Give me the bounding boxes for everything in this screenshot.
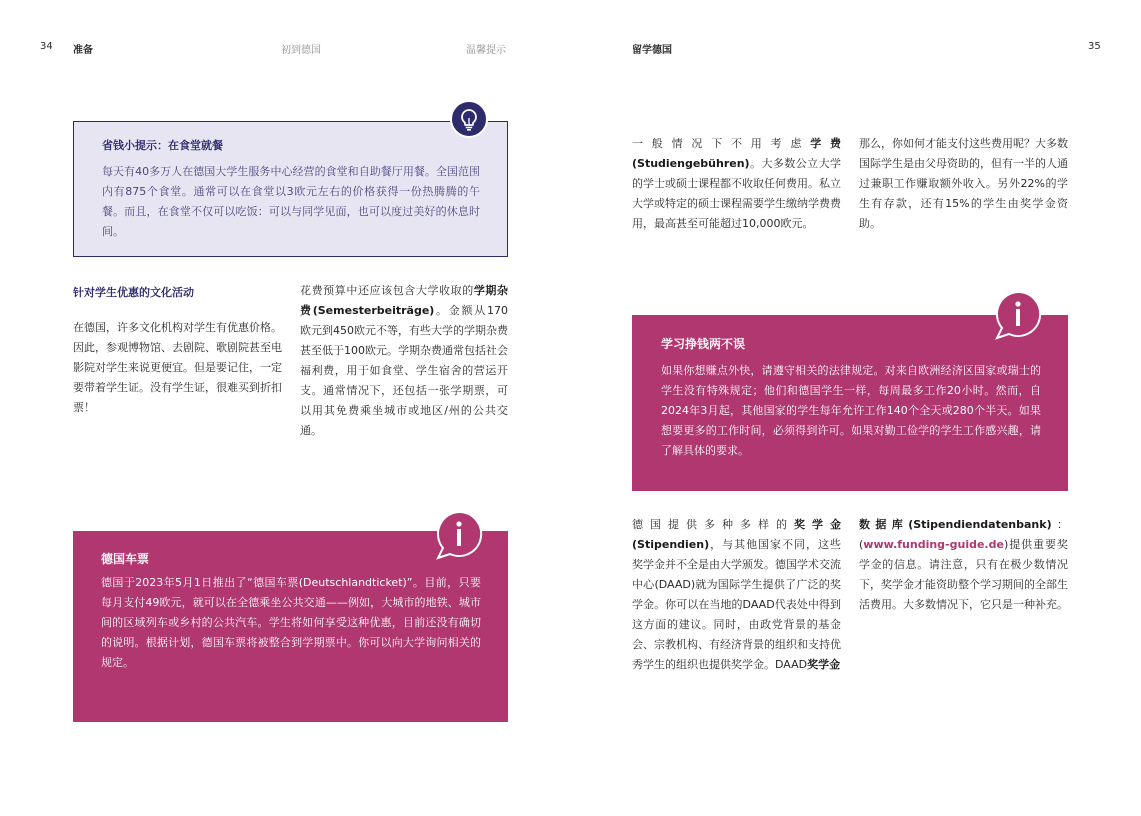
germany-ticket-title: 德国车票	[101, 552, 150, 566]
database-term: 数据库(Stipendiendatenbank)	[859, 518, 1052, 531]
work-study-body: 如果你想赚点外快，请遵守相关的法律规定。对来自欧洲经济区国家或瑞士的学生没有特殊规定；他们和德国学生一样，每周最多工作20小时。然而，自2024年3月起，其他国家的学生每年允许工作140个全天或280个半天。如果想要更多的工作时间，必须得到许可。如果对勤工俭学的学生工作感兴趣，请了解具体的要求。	[661, 364, 1041, 457]
savings-tip-body: 每天有40多万人在德国大学生服务中心经营的食堂和自助餐厅用餐。全国范围内有875个食堂。通常可以在食堂以3欧元左右的价格获得一份热腾腾的午餐。而且，在食堂不仅可以吃饭：可以与同学见面，也可以度过美好的休息时间。	[102, 165, 480, 238]
tuition-paragraph	[632, 134, 841, 234]
savings-tip-box	[73, 121, 508, 257]
database-paragraph	[859, 515, 1068, 615]
tuition-text-post: 。大多数公立大学的学士或硕士课程都不收取任何费用。私立大学或特定的硕士课程需要学生缴纳学费费用，最高甚至可能超过10,000欧元。	[632, 157, 841, 230]
culture-paragraph: 在德国，许多文化机构对学生有优惠价格。因此，参观博物馆、去剧院、歌剧院甚至电影院对学生来说更便宜。但是要记住，一定要带着学生证。没有学生证，很难买到折扣票！	[73, 321, 282, 414]
header-section-left: 准备	[73, 45, 93, 56]
scholarship-term: 奖学金(Stipendien)	[632, 518, 841, 551]
tuition-text-pre: 一般情况下不用考虑	[632, 137, 811, 150]
header-section-right: 留学德国	[632, 45, 672, 56]
database-text-post: )提供重要奖学金的信息。请注意，只有在极少数情况下，奖学金才能资助整个学习期间的全部生活费用。大多数情况下，它只是一种补充。	[859, 538, 1068, 611]
info-icon	[993, 290, 1043, 340]
semester-fee-term: 学期杂费(Semesterbeiträge)	[300, 284, 509, 317]
scholarship-term-2: 奖学金	[807, 658, 841, 671]
page-number-right: 35	[1088, 41, 1101, 52]
germany-ticket-body: 德国于2023年5月1日推出了“德国车票(Deutschlandticket)”。目前，只要每月支付49欧元，就可以在全德乘坐公共交通——例如，大城市的地铁、城市间的区域列车或乡村的公共汽车。学生将如何享受这种优惠，目前还没有确切的说明。根据计划，德国车票将被整合到学期票中。你可以向大学询问相关的规定。	[101, 576, 481, 669]
info-icon	[434, 510, 484, 560]
semester-fee-paragraph	[300, 281, 508, 441]
work-study-title: 学习挣钱两不误	[661, 337, 746, 351]
header-tab-tips: 温馨提示	[466, 45, 506, 56]
semester-fee-text-post: 。金额从170欧元到450欧元不等，有些大学的学期杂费甚至低于100欧元。学期杂费通常包括社会福利费，用于如食堂、学生宿舍的营运开支。通常情况下，还包括一张学期票，可以用其免费乘坐城市或地区/州的公共交通。	[300, 304, 508, 437]
funding-guide-link[interactable]: www.funding-guide.de	[863, 538, 1004, 551]
culture-heading: 针对学生优惠的文化活动	[73, 286, 194, 299]
work-study-box	[632, 315, 1068, 491]
scholarship-text-mid: ，与其他国家不同，这些奖学金并不全是由大学颁发。德国学术交流中心(DAAD)就为国际学生提供了广泛的奖学金。你可以在当地的DAAD代表处中得到这方面的建议。同时，由政党背景的基金会、宗教机构、有经济背景的组织和支持优秀学生的组织也提供奖学金。DAAD	[632, 538, 841, 671]
header-tab-arrival: 初到德国	[281, 45, 321, 56]
database-colon: ：(	[859, 518, 1068, 551]
page-number-left: 34	[40, 41, 53, 52]
tuition-term: 学费(Studiengebühren)	[632, 137, 842, 170]
scholarship-text-pre: 德国提供多种多样的	[632, 518, 794, 531]
semester-fee-text-pre: 花费预算中还应该包含大学收取的	[300, 284, 474, 297]
scholarship-paragraph	[632, 515, 841, 675]
lightbulb-icon	[450, 100, 488, 138]
savings-tip-title: 省钱小提示：在食堂就餐	[102, 139, 223, 152]
funding-paragraph: 那么，你如何才能支付这些费用呢？大多数国际学生是由父母资助的，但有一半的人通过兼职工作赚取额外收入。另外22%的学生有存款，还有15%的学生由奖学金资助。	[859, 137, 1068, 230]
